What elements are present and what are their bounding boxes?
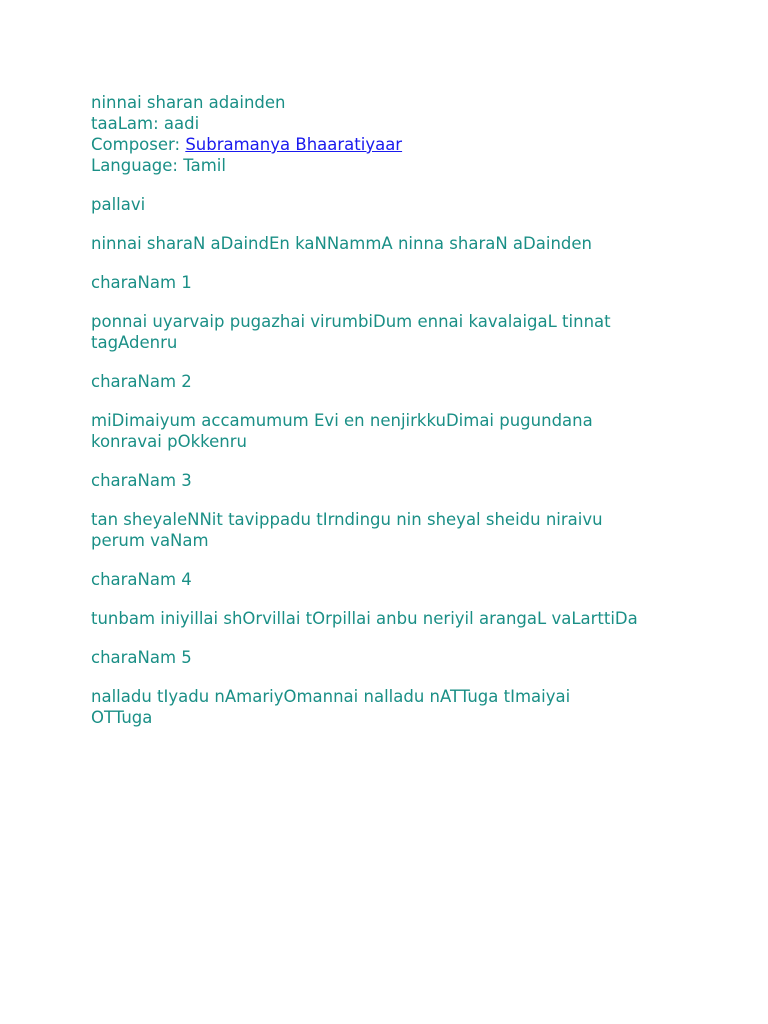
- pallavi-text: ninnai sharaN aDaindEn kaNNammA ninna sharaN aDainden: [91, 234, 592, 253]
- charanam-3-line-1: tan sheyaleNNit tavippadu tIrndingu nin sheyal sheidu niraivu: [91, 510, 603, 529]
- charanam-5-line-1: nalladu tIyadu nAmariyOmannai nalladu nATTuga tImaiyai: [91, 687, 571, 706]
- charanam-3-heading: charaNam 3: [91, 471, 192, 490]
- charanam-2-heading: charaNam 2: [91, 372, 192, 391]
- composer-label: Composer:: [91, 135, 186, 154]
- song-title: ninnai sharan adainden: [91, 93, 286, 112]
- charanam-3-line-2: perum vaNam: [91, 531, 209, 550]
- charanam-2-line-2: konravai pOkkenru: [91, 432, 247, 451]
- taalam-line: taaLam: aadi: [91, 114, 200, 133]
- composer-link[interactable]: Subramanya Bhaaratiyaar: [185, 135, 403, 154]
- charanam-5-line-2: OTTuga: [91, 708, 153, 727]
- charanam-2-line-1: miDimaiyum accamumum Evi en nenjirkkuDimai pugundana: [91, 411, 593, 430]
- charanam-4-heading: charaNam 4: [91, 570, 192, 589]
- charanam-1-line-2: tagAdenru: [91, 333, 178, 352]
- charanam-5-heading: charaNam 5: [91, 648, 192, 667]
- charanam-1-line-1: ponnai uyarvaip pugazhai virumbiDum ennai kavalaigaL tinnat: [91, 312, 611, 331]
- language-line: Language: Tamil: [91, 156, 226, 175]
- composer-line: [91, 134, 691, 155]
- charanam-4-line-1: tunbam iniyillai shOrvillai tOrpillai anbu neriyil arangaL vaLarttiDa: [91, 609, 638, 628]
- charanam-1-heading: charaNam 1: [91, 273, 192, 292]
- lyrics-document: [91, 92, 691, 728]
- pallavi-heading: pallavi: [91, 195, 146, 214]
